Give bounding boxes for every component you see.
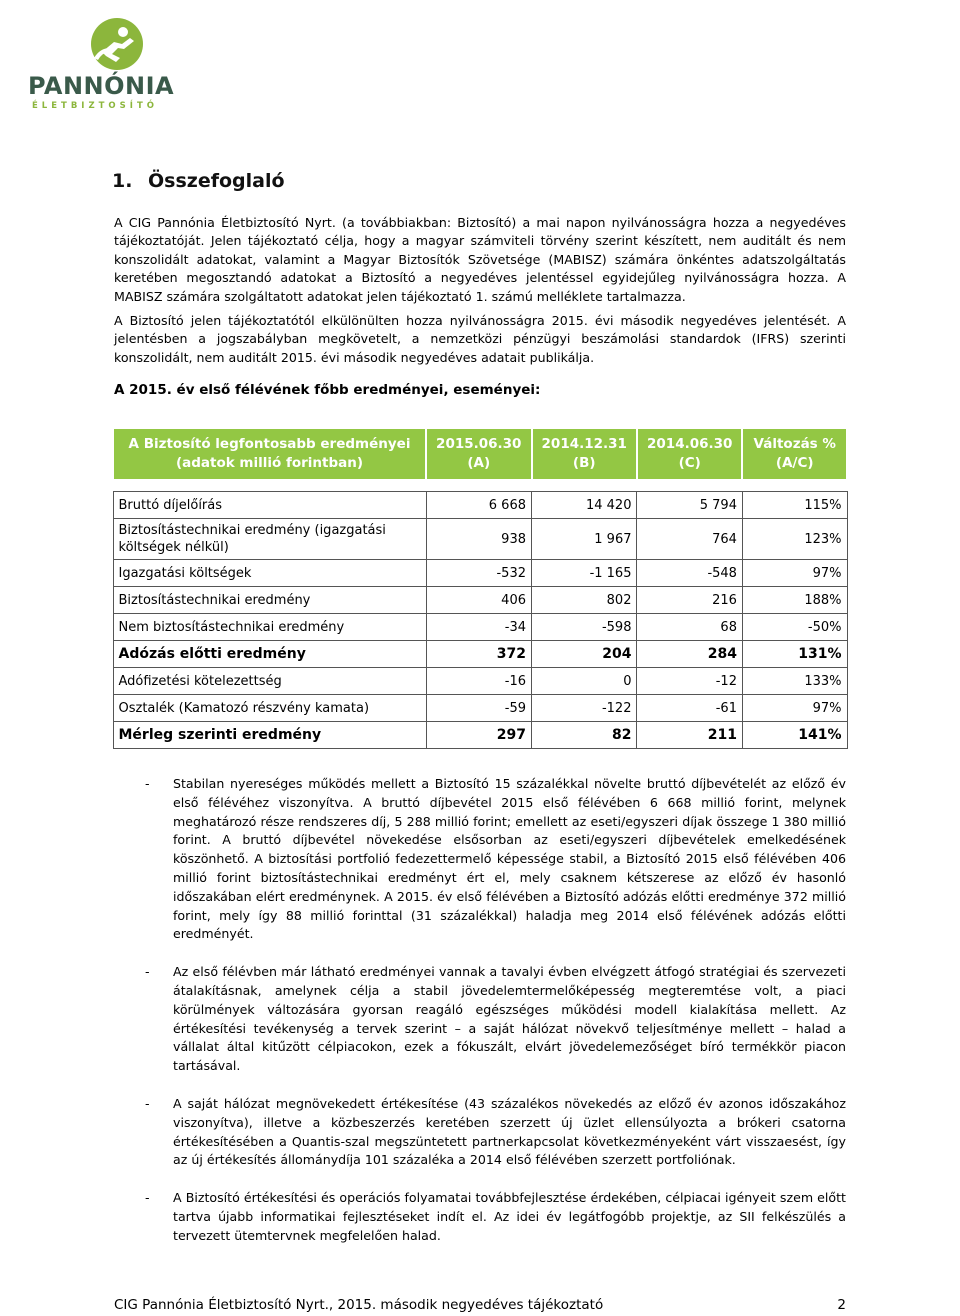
cell-b: 0 — [532, 668, 637, 695]
bullet-dash: - — [145, 964, 150, 980]
table-header-col: 2014.12.31 (B) — [532, 428, 637, 480]
cell-d: 131% — [742, 641, 847, 668]
cell-c: -548 — [637, 560, 742, 587]
logo-wordmark: PANNÓNIA — [28, 72, 175, 100]
row-label: Biztosítástechnikai eredmény (igazgatási költségek nélkül) — [113, 519, 426, 560]
cell-c: 216 — [637, 587, 742, 614]
cell-d: 188% — [742, 587, 847, 614]
list-item — [145, 1189, 846, 1245]
cell-b: -598 — [532, 614, 637, 641]
row-label: Adófizetési kötelezettség — [113, 668, 426, 695]
page-footer — [114, 1297, 846, 1313]
table-row — [113, 668, 847, 695]
row-label: Biztosítástechnikai eredmény — [113, 587, 426, 614]
row-label: Mérleg szerinti eredmény — [113, 722, 426, 749]
row-label: Osztalék (Kamatozó részvény kamata) — [113, 695, 426, 722]
list-item — [145, 963, 846, 1076]
bullet-text: A saját hálózat megnövekedett értékesítése (43 százalékos növekedés az előző év azonos időszakához viszonyítva), illetve a közbeszerzés keretében szerzett új üzlet ellensúlyozta a brókeri csatorna értékesítésében a Quantis-szal megszüntetett partnerkapcsolat következményeként várt visszaesést, így az új értékesítés állománydíja 101 százaléka a 2014 első félévében szerzett portfoliónak. — [173, 1095, 846, 1168]
row-label: Adózás előtti eredmény — [113, 641, 426, 668]
cell-c: 764 — [637, 519, 742, 560]
table-row — [113, 519, 847, 560]
cell-b: -122 — [532, 695, 637, 722]
report-paragraph: A Biztosító jelen tájékoztatótól elkülönülten hozza nyilvánosságra 2015. évi második negyedéves jelentését. A jelentésben a jogszabályban megkövetelt, a nemzetközi pénzügyi beszámolási standardok (IFRS) szerinti konszolidált, nem auditált 2015. évi második negyedéves adatait publikálja. — [114, 313, 846, 365]
bullet-text: Stabilan nyereséges működés mellett a Biztosító 15 százalékkal növelte bruttó díjbevételét az előző év első félévéhez viszonyítva. A bruttó díjbevétel 2015 első félévében 6 668 millió forint, melynek meghatározó része rendszeres díj, 5 288 millió forint; emellett az eseti/egyszeri díjak összege 1 380 millió forint. A bruttó díjbevétel növekedése elsősorban az eseti/egyszeri díjbevételek emelkedésének köszönhető. A biztosítási portfolió fedezettermelő képessége stabil, a Biztosító 2015 első félévében 406 millió forint biztosítástechnikai eredményt ért el, mely csaknem kétszerese az előző év hasonló időszakában elért eredménynek. A 2015. év első félévében a Biztosító adózás előtti eredménye 372 millió forint, mely így 88 millió forinttal (31 százalékkal) haladja meg 2014 első félévének adózás előtti eredményét. — [173, 776, 846, 942]
bullet-dash: - — [145, 776, 150, 791]
results-table — [112, 427, 848, 749]
table-header-col: 2015.06.30 (A) — [426, 428, 531, 480]
row-label: Igazgatási költségek — [113, 560, 426, 587]
table-row — [113, 722, 847, 749]
cell-c: -12 — [637, 668, 742, 695]
row-label: Bruttó díjelőírás — [113, 492, 426, 519]
cell-c: 284 — [637, 641, 742, 668]
table-row — [113, 560, 847, 587]
section-heading — [112, 170, 285, 192]
page-number: 2 — [837, 1297, 846, 1313]
table-row — [113, 641, 847, 668]
table-header-label: A Biztosító legfontosabb eredményei (adatok millió forintban) — [113, 428, 426, 480]
cell-b: 1 967 — [532, 519, 637, 560]
cell-a: 6 668 — [426, 492, 531, 519]
section-number: 1. — [112, 170, 133, 192]
cell-b: 14 420 — [532, 492, 637, 519]
bullet-list — [145, 775, 846, 1265]
cell-d: 123% — [742, 519, 847, 560]
cell-a: 406 — [426, 587, 531, 614]
logo-subtitle: ÉLETBIZTOSÍTÓ — [32, 101, 158, 111]
bullet-text: Az első félévben már látható eredményei vannak a tavalyi évben elvégzett átfogó stratégiai és szervezeti átalakításnak, amelynek célja a stabil jövedelemtermelőképesség megteremtése volt, a piaci körülmények változására gyorsan reagáló egészséges működési modell kialakítása mellett. Az értékesítési tevékenység a tervek szerint – a saját hálózat növekvő teljesítménye mellett – halad a vállalat által kitűzött célpiacokon, ezek a fókuszált, elvárt jövedelemezőséget bíró termékkör piacon tartásával. — [173, 964, 846, 1074]
cell-a: 372 — [426, 641, 531, 668]
bullet-dash: - — [145, 1190, 150, 1206]
cell-a: -532 — [426, 560, 531, 587]
cell-c: 68 — [637, 614, 742, 641]
cell-d: 133% — [742, 668, 847, 695]
cell-d: 115% — [742, 492, 847, 519]
cell-c: 211 — [637, 722, 742, 749]
cell-b: 204 — [532, 641, 637, 668]
cell-b: 82 — [532, 722, 637, 749]
row-label: Nem biztosítástechnikai eredmény — [113, 614, 426, 641]
cell-d: 97% — [742, 560, 847, 587]
cell-d: 97% — [742, 695, 847, 722]
cell-b: -1 165 — [532, 560, 637, 587]
results-subheading: A 2015. év első félévének főbb eredményei, eseményei: — [114, 382, 541, 398]
cell-a: 938 — [426, 519, 531, 560]
cell-a: -59 — [426, 695, 531, 722]
cell-c: -61 — [637, 695, 742, 722]
bullet-text: A Biztosító értékesítési és operációs folyamatai továbbfejlesztése érdekében, célpiacai igényeit szem előtt tartva újabb informatikai fejlesztéseket indít el. Az idei év legátfogóbb projektje, az SII felkészülés a tervezett ütemtervnek megfelelően halad. — [173, 1190, 846, 1243]
cell-c: 5 794 — [637, 492, 742, 519]
table-header-col: Változás % (A/C) — [742, 428, 847, 480]
table-row — [113, 695, 847, 722]
intro-paragraph: A CIG Pannónia Életbiztosító Nyrt. (a továbbiakban: Biztosító) a mai napon nyilvánosságra hozza a negyedéves tájékoztatóját. Jelen tájékoztató célja, hogy a magyar számviteli törvény szerint készített, nem auditált és nem konszolidált adatokat, valamint a Magyar Biztosítók Szövetsége (MABISZ) számára önkéntes adatszolgáltatás keretében megosztandó adatokat a Biztosító a negyedéves jelentéssel egyidejűleg nyilvánosságra hozza. A MABISZ számára szolgáltatott adatokat jelen tájékoztató 1. számú melléklete tartalmazza. — [114, 215, 846, 304]
cell-b: 802 — [532, 587, 637, 614]
cell-a: 297 — [426, 722, 531, 749]
company-logo — [22, 18, 202, 111]
list-item — [145, 775, 846, 944]
table-row — [113, 614, 847, 641]
section-title: Összefoglaló — [148, 170, 285, 192]
footer-text: CIG Pannónia Életbiztosító Nyrt., 2015. második negyedéves tájékoztató — [114, 1297, 604, 1313]
cell-d: -50% — [742, 614, 847, 641]
table-header-row — [113, 428, 847, 480]
cell-a: -16 — [426, 668, 531, 695]
cell-a: -34 — [426, 614, 531, 641]
table-header-col: 2014.06.30 (C) — [637, 428, 742, 480]
runner-logo-icon — [22, 18, 202, 78]
list-item — [145, 1095, 846, 1170]
bullet-dash: - — [145, 1095, 150, 1111]
table-row — [113, 587, 847, 614]
table-row — [113, 492, 847, 519]
cell-d: 141% — [742, 722, 847, 749]
